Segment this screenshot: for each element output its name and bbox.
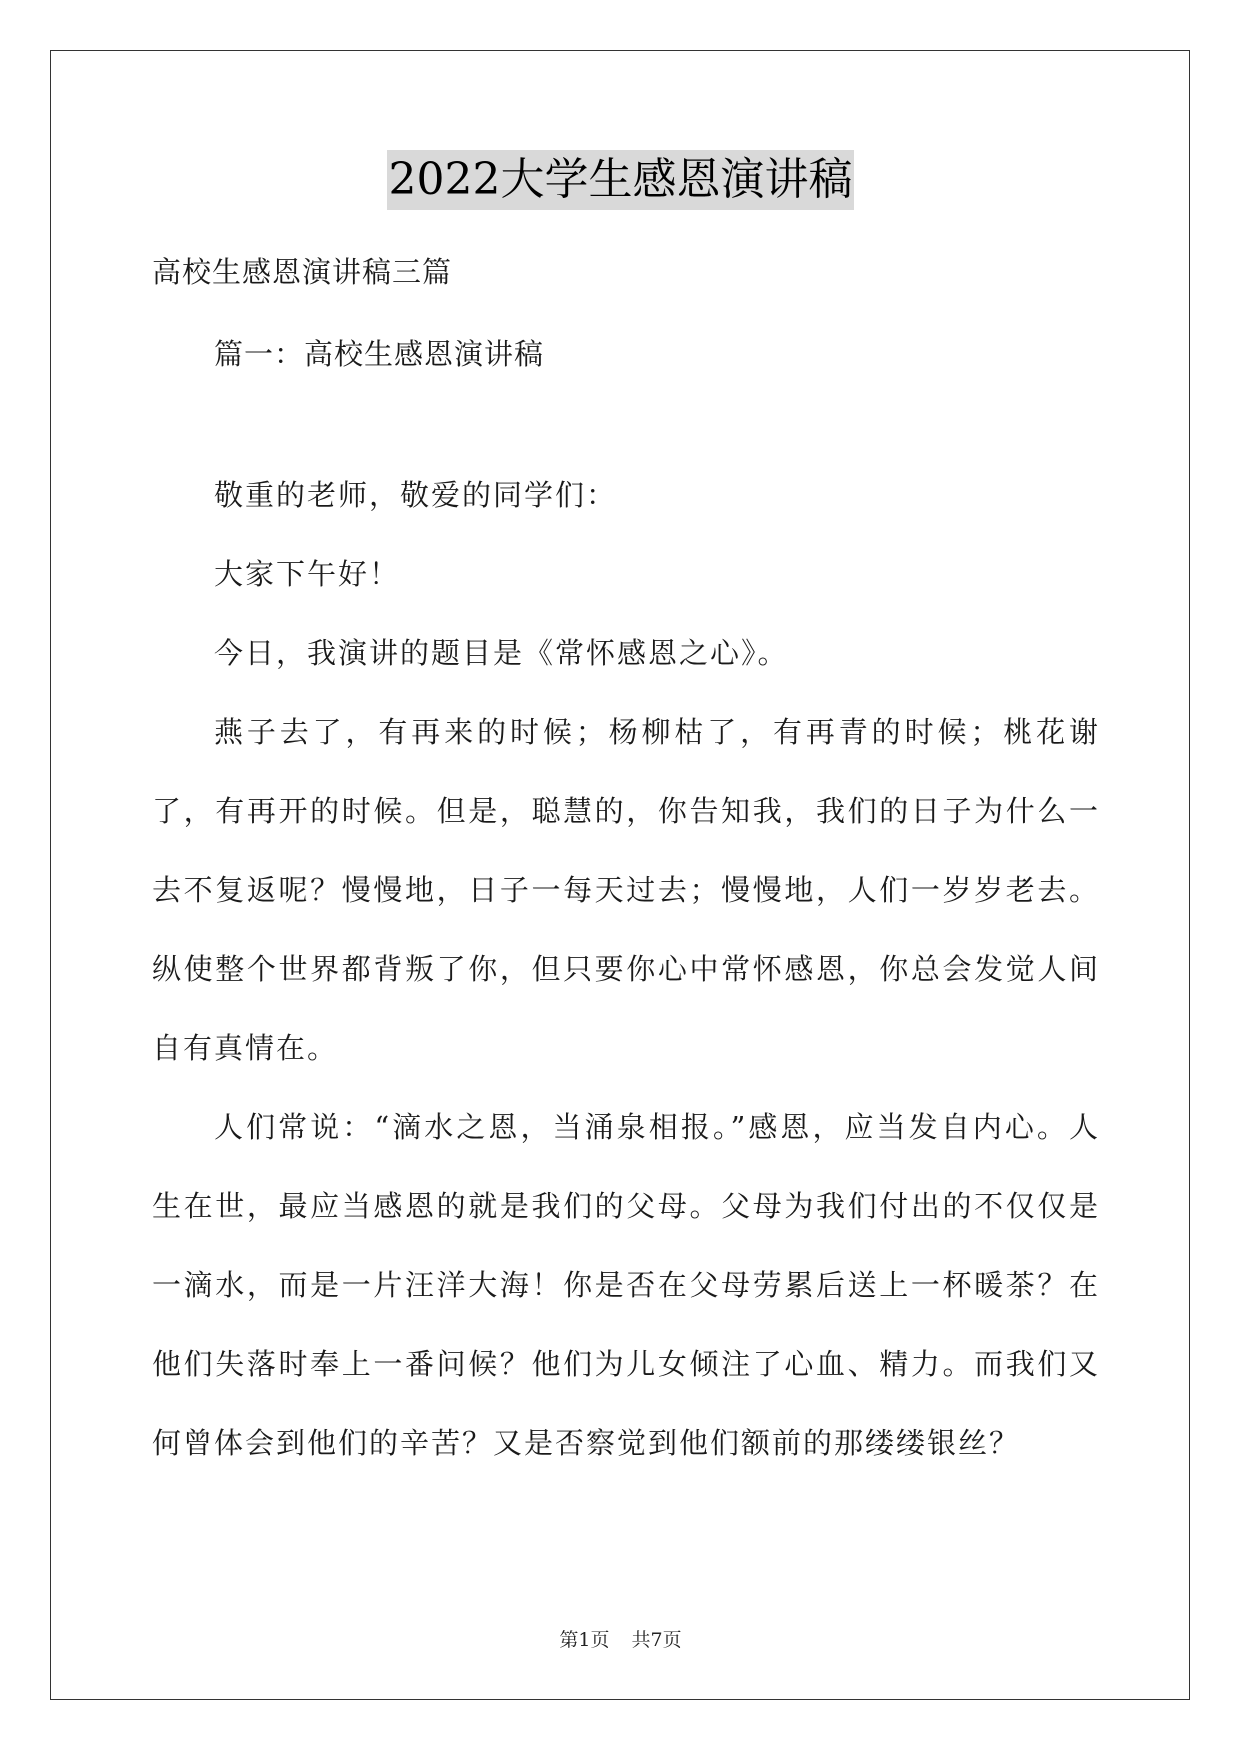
paragraph-salutation: 敬重的老师，敬爱的同学们： [214,478,618,512]
paragraph-topic: 今日，我演讲的题目是《常怀感恩之心》。 [214,636,789,670]
document-subtitle: 高校生感恩演讲稿三篇 [152,255,453,289]
document-body [152,232,1100,1483]
page-total: 共7页 [631,1629,682,1651]
paragraph-greeting: 大家下午好！ [214,557,401,591]
paragraph-body-2: 人们常说：“滴水之恩，当涌泉相报。”感恩，应当发自内心。人生在世，最应当感恩的就是我们的父母。父母为我们付出的不仅仅是一滴水，而是一片汪洋大海！你是否在父母劳累后送上一杯暖茶？在他们失落时奉上一番问候？他们为儿女倾注了心血、精力。而我们又何曾体会到他们的辛苦？又是否察觉到他们额前的那缕缕银丝？ [152,1110,1100,1460]
paragraph-body-1: 燕子去了，有再来的时候；杨柳枯了，有再青的时候；桃花谢了，有再开的时候。但是，聪慧的，你告知我，我们的日子为什么一去不复返呢？慢慢地，日子一每天过去；慢慢地，人们一岁岁老去。纵使整个世界都背叛了你，但只要你心中常怀感恩，你总会发觉人间自有真情在。 [152,715,1100,1065]
section-heading: 篇一：高校生感恩演讲稿 [214,337,545,371]
page-footer [0,1625,1241,1652]
document-title: 2022大学生感恩演讲稿 [387,150,855,210]
page-number: 第1页 [559,1629,610,1651]
title-container [0,150,1241,210]
